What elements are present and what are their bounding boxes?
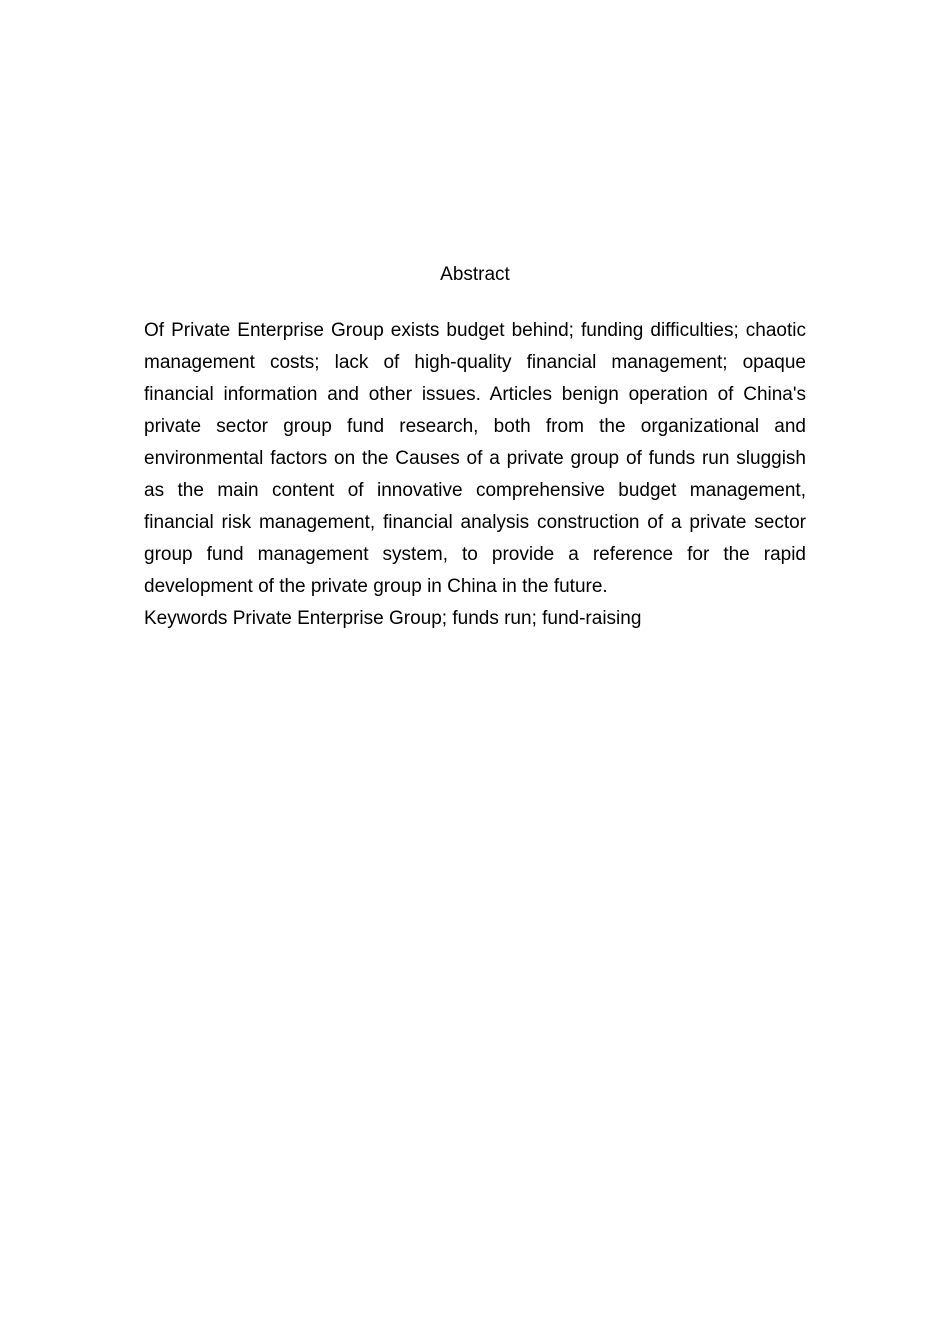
abstract-title: Abstract: [440, 264, 510, 285]
abstract-section: [144, 262, 806, 635]
keywords-line: Keywords Private Enterprise Group; funds run; fund-raising: [144, 608, 642, 629]
abstract-body: Of Private Enterprise Group exists budget behind; funding difficulties; chaotic management costs; lack of high-quality financial management; opaque financial information and other issues. Articles benign operation of China's private sector group fund research, both from the organizational and environmental factors on the Causes of a private group of funds run sluggish as the main content of innovative comprehensive budget management, financial risk management, financial analysis construction of a private sector group fund management system, to provide a reference for the rapid development of the private group in China in the future.: [144, 320, 806, 597]
